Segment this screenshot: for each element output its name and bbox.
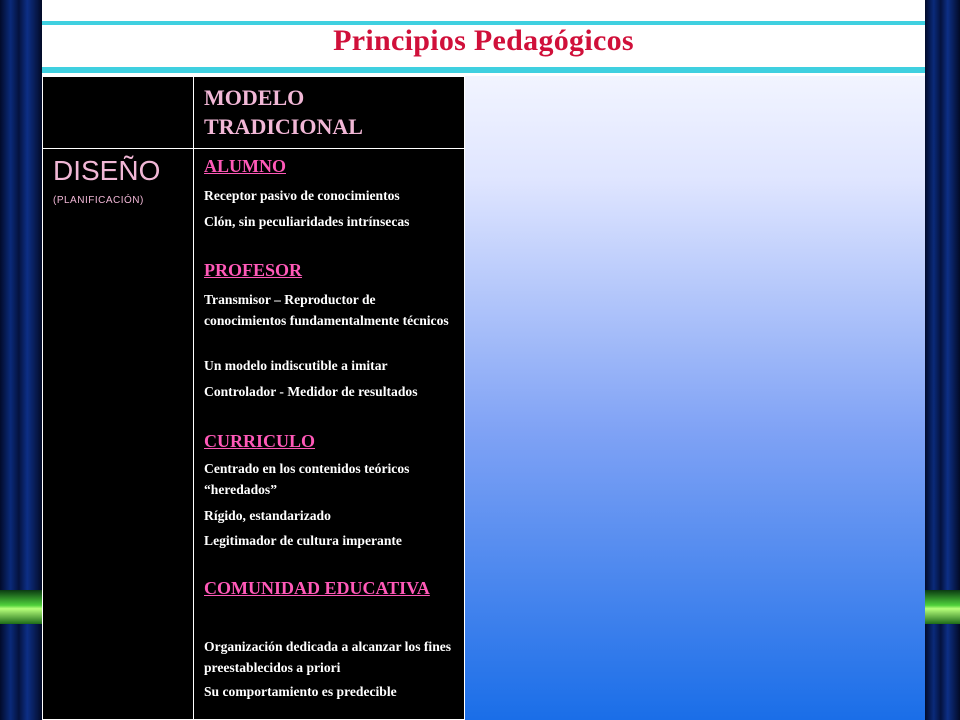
row-sublabel: (PLANIFICACIÓN): [53, 195, 144, 206]
row-label: DISEÑO: [53, 155, 161, 186]
section-heading-comunidad-educativa: COMUNIDAD EDUCATIVA: [204, 578, 430, 598]
table-header-cell: [193, 76, 465, 149]
list-item: Organización dedicada a alcanzar los fines preestablecidos a priori: [204, 639, 452, 675]
list-item: Legitimador de cultura imperante: [204, 533, 402, 548]
list-item: Su comportamiento es predecible: [204, 684, 397, 699]
list-item: Rígido, estandarizado: [204, 508, 331, 523]
section-heading-alumno: ALUMNO: [204, 156, 286, 176]
right-curtain-glow: [925, 590, 960, 624]
column-header: MODELO TRADICIONAL: [204, 85, 363, 139]
slide-title: Principios Pedagógicos: [333, 24, 634, 57]
list-item: Un modelo indiscutible a imitar: [204, 358, 388, 373]
row-label-cell: [42, 148, 194, 720]
section-heading-curriculo: CURRICULO: [204, 431, 316, 451]
table-corner-cell: [42, 76, 194, 149]
list-item: Receptor pasivo de conocimientos: [204, 188, 400, 203]
title-bottom-rule: [42, 67, 925, 73]
section-heading-profesor: PROFESOR: [204, 260, 303, 280]
list-item: Controlador - Medidor de resultados: [204, 384, 418, 399]
left-curtain-glow: [0, 590, 42, 624]
list-item: Centrado en los contenidos teóricos “heredados”: [204, 461, 410, 497]
content-cell: [193, 148, 465, 720]
list-item: Clón, sin peculiaridades intrínsecas: [204, 214, 410, 229]
list-item: Transmisor – Reproductor de conocimientos fundamentalmente técnicos: [204, 292, 449, 328]
